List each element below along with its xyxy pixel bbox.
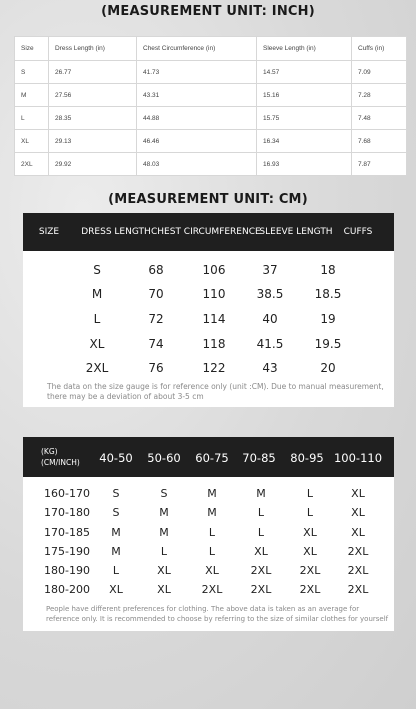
table-cell: 7.48 <box>352 107 407 130</box>
table-cell: 15.75 <box>257 107 352 130</box>
table-cell: 29.92 <box>49 153 137 176</box>
fit-height-cell: 160-170 <box>44 487 90 500</box>
fit-height-cell: 170-185 <box>44 526 90 539</box>
table-cell: 74 <box>148 337 164 351</box>
table-cell: 2XL <box>85 361 109 375</box>
fit-size-table <box>23 437 394 631</box>
fit-header-weight: 70-85 <box>242 451 276 465</box>
table-cell: 38.5 <box>256 287 284 301</box>
table-cell: 19 <box>320 312 336 326</box>
fit-header-weight: 50-60 <box>147 451 181 465</box>
cm-header-dress-length: DRESS LENGTH <box>81 227 151 237</box>
table-cell: XL <box>15 130 49 153</box>
cm-note <box>47 382 392 402</box>
table-cell: M <box>111 545 121 558</box>
table-cell: L <box>208 526 216 539</box>
inch-header-cell: Sleeve Length (in) <box>257 37 352 61</box>
table-cell: 2XL <box>15 153 49 176</box>
table-cell: 2XL <box>347 583 369 596</box>
table-cell: 37 <box>262 263 278 277</box>
table-cell: XL <box>157 583 171 596</box>
table-cell: 2XL <box>250 564 272 577</box>
inch-table-header-row <box>15 37 407 61</box>
table-cell: XL <box>303 545 317 558</box>
inch-header-cell: Size <box>15 37 49 61</box>
table-cell: XL <box>351 487 365 500</box>
cm-header-cuffs: CUFFS <box>343 227 373 237</box>
table-cell: 2XL <box>201 583 223 596</box>
table-cell: 7.09 <box>352 61 407 84</box>
table-cell: 2XL <box>347 564 369 577</box>
cm-section-title: (MEASUREMENT UNIT: CM) <box>108 192 308 207</box>
table-cell: M <box>91 287 103 301</box>
table-cell: XL <box>303 526 317 539</box>
table-cell: 16.34 <box>257 130 352 153</box>
inch-header-cell: Dress Length (in) <box>49 37 137 61</box>
fit-height-cell: 180-200 <box>44 583 90 596</box>
table-row <box>15 61 407 84</box>
table-cell: 2XL <box>299 583 321 596</box>
table-cell: S <box>15 61 49 84</box>
table-cell: 2XL <box>250 583 272 596</box>
table-cell: 41.5 <box>256 337 284 351</box>
table-cell: 14.57 <box>257 61 352 84</box>
table-cell: 72 <box>148 312 164 326</box>
table-row <box>15 84 407 107</box>
table-cell: 43 <box>262 361 278 375</box>
table-cell: 29.13 <box>49 130 137 153</box>
inch-size-table <box>14 36 407 176</box>
table-cell: L <box>112 564 120 577</box>
fit-header-weight: 40-50 <box>99 451 133 465</box>
fit-corner-cm-inch: (CM/INCH) <box>41 458 80 467</box>
table-cell: XL <box>351 526 365 539</box>
table-cell: 16.93 <box>257 153 352 176</box>
table-cell: 2XL <box>299 564 321 577</box>
inch-header-cell: Cuffs (in) <box>352 37 407 61</box>
fit-header-weight: 80-95 <box>290 451 324 465</box>
table-cell: L <box>160 545 168 558</box>
table-cell: 118 <box>202 337 226 351</box>
table-cell: S <box>93 263 101 277</box>
table-cell: XL <box>109 583 123 596</box>
table-cell: 28.35 <box>49 107 137 130</box>
table-cell: S <box>112 506 120 519</box>
table-cell: M <box>111 526 121 539</box>
table-cell: 7.87 <box>352 153 407 176</box>
fit-height-cell: 170-180 <box>44 506 90 519</box>
fit-note-line: reference only. It is recommended to choose by referring to the size of similar clothes for yourself <box>46 615 389 623</box>
table-cell: S <box>112 487 120 500</box>
table-cell: 18 <box>320 263 336 277</box>
table-cell: M <box>159 526 169 539</box>
table-cell: XL <box>205 564 219 577</box>
table-row <box>15 130 407 153</box>
table-cell: M <box>207 487 217 500</box>
inch-header-cell: Chest Circumference (in) <box>137 37 257 61</box>
table-cell: 68 <box>148 263 164 277</box>
fit-header-corner <box>41 446 80 468</box>
table-cell: XL <box>157 564 171 577</box>
table-cell: 7.28 <box>352 84 407 107</box>
cm-size-table <box>23 213 394 407</box>
table-cell: M <box>159 506 169 519</box>
table-cell: L <box>306 487 314 500</box>
cm-note-line: there may be a deviation of about 3-5 cm <box>47 392 204 401</box>
table-cell: L <box>306 506 314 519</box>
fit-note-line: People have different preferences for clothing. The above data is taken as an average for <box>46 605 360 613</box>
table-row <box>15 153 407 176</box>
table-cell: L <box>15 107 49 130</box>
table-cell: 110 <box>202 287 226 301</box>
fit-height-cell: 180-190 <box>44 564 90 577</box>
cm-table-header <box>23 213 394 251</box>
table-cell: L <box>257 506 265 519</box>
table-cell: 122 <box>202 361 226 375</box>
table-cell: XL <box>254 545 268 558</box>
table-cell: 106 <box>202 263 226 277</box>
table-cell: 26.77 <box>49 61 137 84</box>
table-cell: XL <box>89 337 105 351</box>
table-cell: 15.16 <box>257 84 352 107</box>
inch-section-title: (MEASUREMENT UNIT: INCH) <box>101 4 315 19</box>
table-cell: 27.56 <box>49 84 137 107</box>
fit-corner-kg: (KG) <box>41 447 58 456</box>
fit-table-header <box>23 437 394 477</box>
table-cell: L <box>208 545 216 558</box>
table-cell: 7.68 <box>352 130 407 153</box>
table-cell: M <box>15 84 49 107</box>
table-row <box>15 107 407 130</box>
table-cell: 46.46 <box>137 130 257 153</box>
cm-header-chest: CHEST CIRCUMFERENCE <box>151 227 261 237</box>
table-cell: XL <box>351 506 365 519</box>
table-cell: 20 <box>320 361 336 375</box>
fit-header-weight: 60-75 <box>195 451 229 465</box>
table-cell: M <box>207 506 217 519</box>
fit-note <box>46 604 392 624</box>
cm-header-sleeve: SLEEVE LENGTH <box>259 227 333 237</box>
table-cell: 48.03 <box>137 153 257 176</box>
table-cell: 76 <box>148 361 164 375</box>
cm-note-line: The data on the size gauge is for reference only (unit :CM). Due to manual measurement, <box>47 382 384 391</box>
table-cell: 114 <box>202 312 226 326</box>
cm-header-size: SIZE <box>38 227 60 237</box>
table-cell: 19.5 <box>314 337 342 351</box>
table-cell: 41.73 <box>137 61 257 84</box>
fit-header-weight: 100-110 <box>333 451 383 465</box>
table-cell: 2XL <box>347 545 369 558</box>
table-cell: 44.88 <box>137 107 257 130</box>
table-cell: 70 <box>148 287 164 301</box>
table-cell: L <box>257 526 265 539</box>
fit-height-cell: 175-190 <box>44 545 90 558</box>
table-cell: L <box>93 312 101 326</box>
table-cell: S <box>160 487 168 500</box>
table-cell: M <box>256 487 266 500</box>
table-cell: 43.31 <box>137 84 257 107</box>
table-cell: 40 <box>262 312 278 326</box>
table-cell: 18.5 <box>314 287 342 301</box>
